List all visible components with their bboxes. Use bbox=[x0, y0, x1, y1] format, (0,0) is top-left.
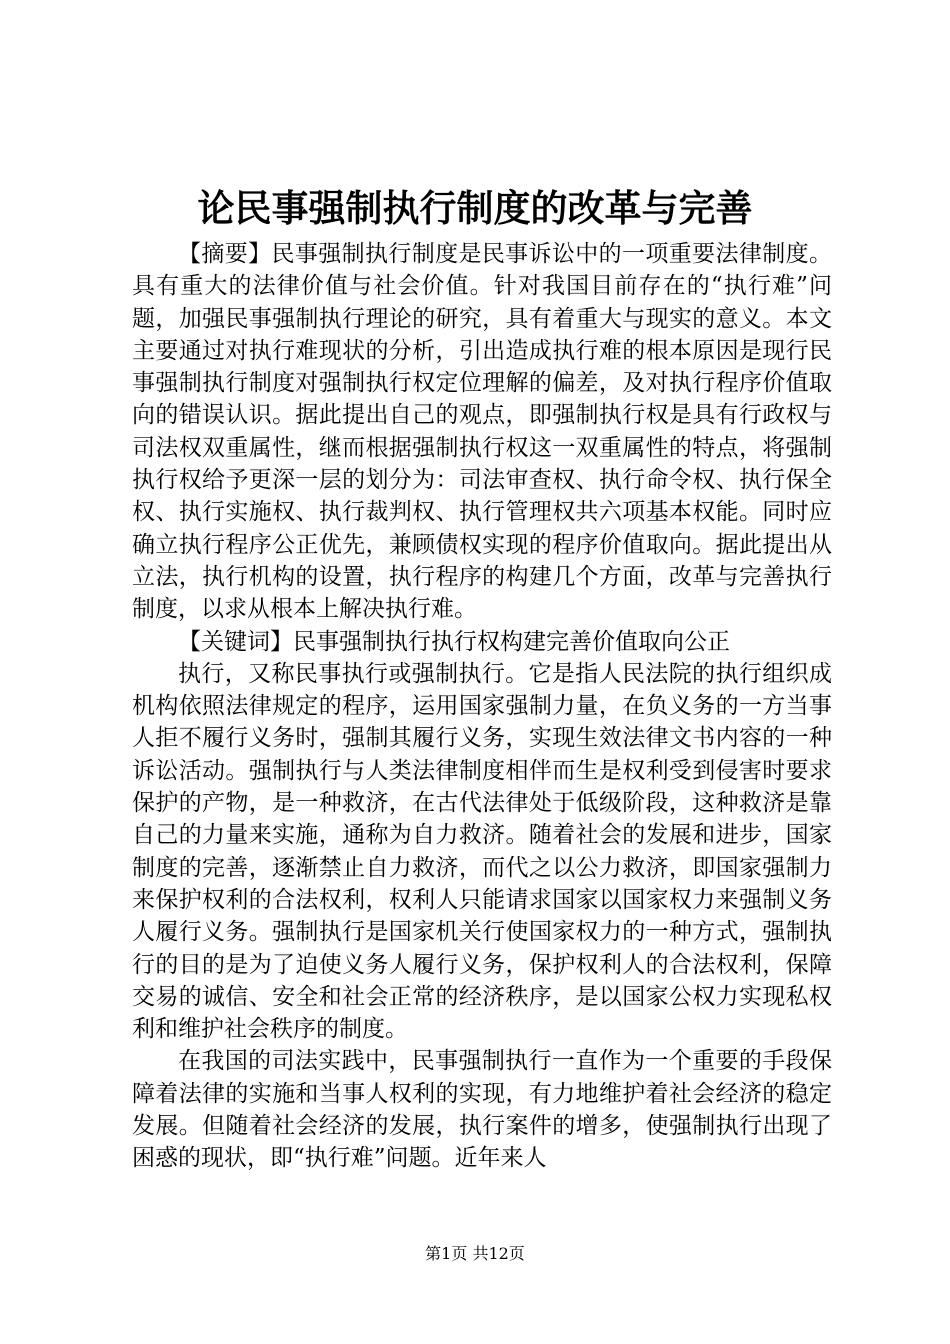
document-body bbox=[132, 238, 832, 1175]
keywords-paragraph: 【关键词】民事强制执行执行权构建完善价值取向公正 bbox=[178, 628, 730, 655]
page-footer bbox=[0, 1243, 950, 1265]
abstract-paragraph: 【摘要】民事强制执行制度是民事诉讼中的一项重要法律制度。具有重大的法律价值与社会价值。针对我国目前存在的“执行难”问题，加强民事强制执行理论的研究，具有着重大与现实的意义。本文主要通过对执行难现状的分析，引出造成执行难的根本原因是现行民事强制执行制度对强制执行权定位理解的偏差，及对执行程序价值取向的错误认识。据此提出自己的观点，即强制执行权是具有行政权与司法权双重属性，继而根据强制执行权这一双重属性的特点，将强制执行权给予更深一层的划分为：司法审查权、执行命令权、执行保全权、执行实施权、执行裁判权、执行管理权共六项基本权能。同时应确立执行程序公正优先，兼顾债权实现的程序价值取向。据此提出从立法，执行机构的设置，执行程序的构建几个方面，改革与完善执行制度，以求从根本上解决执行难。 bbox=[132, 241, 832, 623]
body-paragraph: 在我国的司法实践中，民事强制执行一直作为一个重要的手段保障着法律的实施和当事人权利的实现，有力地维护着社会经济的稳定发展。但随着社会经济的发展，执行案件的增多，使强制执行出现了困惑的现状，即“执行难”问题。近年来人 bbox=[132, 1048, 832, 1172]
document-title: 论民事强制执行制度的改革与完善 bbox=[197, 186, 753, 230]
body-paragraph: 执行，又称民事执行或强制执行。它是指人民法院的执行组织成机构依照法律规定的程序，运用国家强制力量，在负义务的一方当事人拒不履行义务时，强制其履行义务，实现生效法律文书内容的一种诉讼活动。强制执行与人类法律制度相伴而生是权利受到侵害时要求保护的产物，是一种救济，在古代法律处于低级阶段，这种救济是靠自己的力量来实施，通称为自力救济。随着社会的发展和进步，国家制度的完善，逐渐禁止自力救济，而代之以公力救济，即国家强制力来保护权利的合法权利，权利人只能请求国家以国家权力来强制义务人履行义务。强制执行是国家机关行使国家权力的一种方式，强制执行的目的是为了迫使义务人履行义务，保护权利人的合法权利，保障交易的诚信、安全和社会正常的经济秩序，是以国家公权力实现私权利和维护社会秩序的制度。 bbox=[132, 660, 832, 1043]
page-number: 第1页 共12页 bbox=[425, 1244, 525, 1263]
